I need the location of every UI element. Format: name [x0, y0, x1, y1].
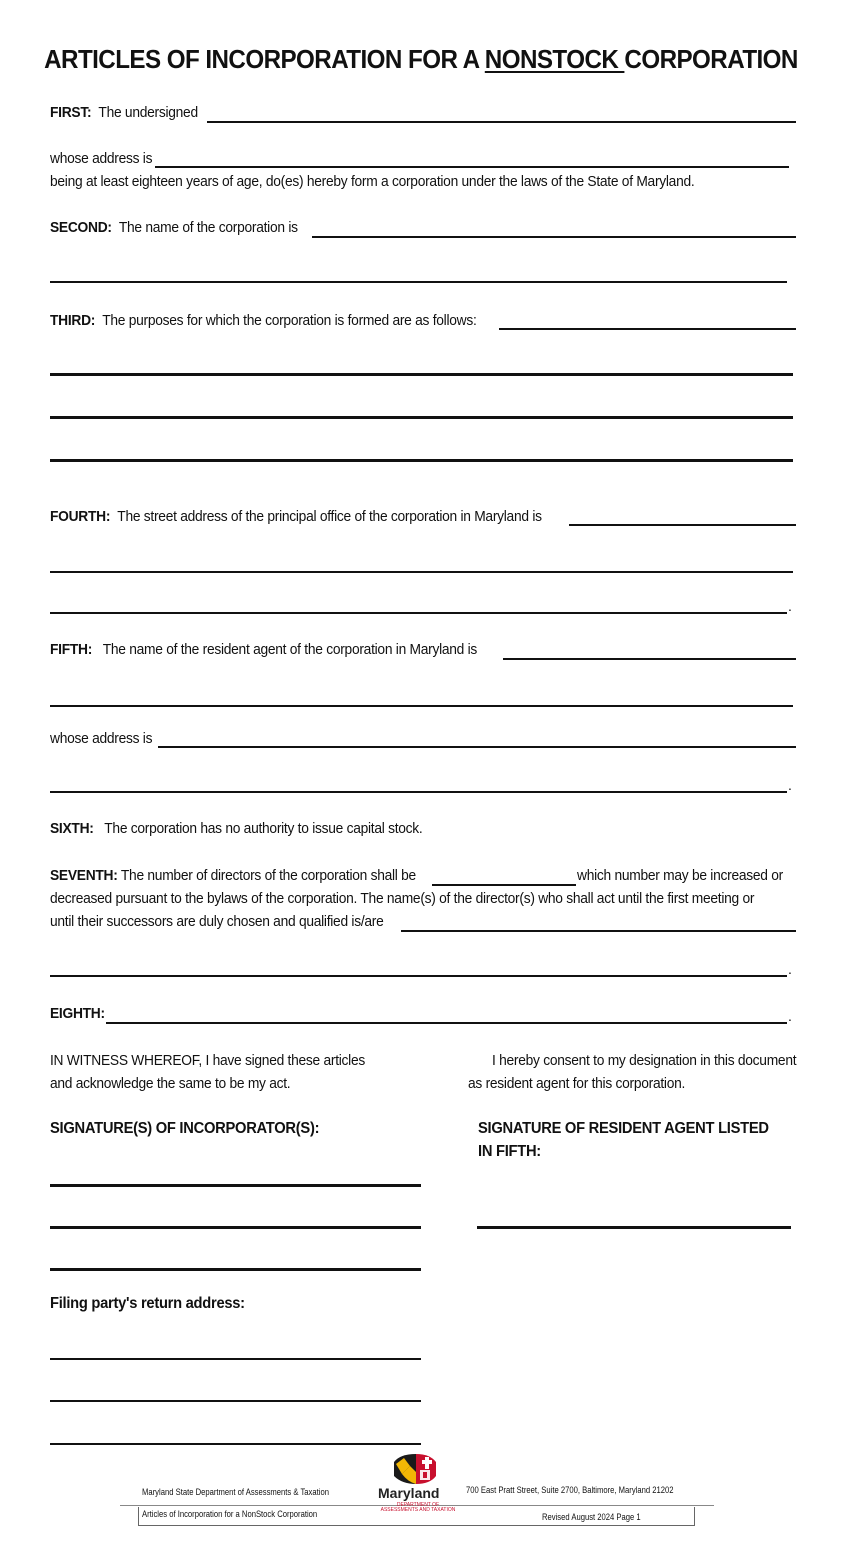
corporation-name-field-2[interactable] — [50, 281, 787, 283]
maryland-logo-text: Maryland — [378, 1485, 440, 1501]
agent-address-field[interactable] — [158, 746, 796, 748]
period: . — [788, 1008, 792, 1024]
directors-names-field[interactable] — [401, 930, 796, 932]
consent-line-2: as resident agent for this corporation. — [468, 1075, 686, 1092]
third-section: THIRD: The purposes for which the corporation is formed are as follows: — [50, 312, 477, 329]
resident-agent-field[interactable] — [503, 658, 796, 660]
sixth-section: SIXTH: The corporation has no authority to issue capital stock. — [50, 820, 423, 837]
eighth-label: EIGHTH: — [50, 1005, 105, 1022]
incorporator-signature-line-3[interactable] — [50, 1268, 421, 1271]
seventh-text-3: decreased pursuant to the bylaws of the corporation. The name(s) of the director(s) who shall act until the first meeting or — [50, 890, 755, 907]
first-address-label: whose address is — [50, 150, 153, 167]
period: . — [788, 961, 792, 977]
purposes-field[interactable] — [499, 328, 796, 330]
principal-office-field-3[interactable] — [50, 612, 787, 614]
incorporator-signature-line-2[interactable] — [50, 1226, 421, 1229]
corporation-name-field[interactable] — [312, 236, 796, 238]
period: . — [788, 777, 792, 793]
maryland-logo-subtext: DEPARTMENT OF ASSESSMENTS AND TAXATION — [380, 1502, 456, 1513]
period: . — [788, 598, 792, 614]
purposes-field-3[interactable] — [50, 416, 793, 419]
seventh-text-4: until their successors are duly chosen and qualified is/are — [50, 913, 384, 930]
maryland-flag-logo — [390, 1452, 442, 1486]
resident-agent-field-2[interactable] — [50, 705, 793, 707]
agent-address-field-2[interactable] — [50, 791, 787, 793]
eighth-field[interactable] — [106, 1022, 787, 1024]
consent-line-1: I hereby consent to my designation in this document — [492, 1052, 797, 1069]
return-address-line-1[interactable] — [50, 1358, 421, 1360]
agent-address-label: whose address is — [50, 730, 153, 747]
first-section: FIRST: The undersigned — [50, 104, 198, 121]
return-address-line-2[interactable] — [50, 1400, 421, 1402]
footer-department: Maryland State Department of Assessments & Taxation — [142, 1487, 329, 1497]
seventh-label-line: SEVENTH: The number of directors of the corporation shall be — [50, 867, 416, 884]
footer-revised: Revised August 2024 Page 1 — [542, 1512, 641, 1522]
directors-names-field-2[interactable] — [50, 975, 787, 977]
agent-signature-heading-1: SIGNATURE OF RESIDENT AGENT LISTED — [478, 1120, 769, 1137]
footer-address: 700 East Pratt Street, Suite 2700, Baltimore, Maryland 21202 — [466, 1485, 674, 1495]
agent-signature-line[interactable] — [477, 1226, 791, 1229]
page-title: ARTICLES OF INCORPORATION FOR A NONSTOCK CORPORATION — [44, 44, 798, 74]
footer-form-name: Articles of Incorporation for a NonStock Corporation — [142, 1509, 318, 1519]
purposes-field-2[interactable] — [50, 373, 793, 376]
incorporator-signature-line-1[interactable] — [50, 1184, 421, 1187]
filing-party-heading: Filing party's return address: — [50, 1295, 245, 1312]
first-address-field[interactable] — [155, 166, 789, 168]
fourth-section: FOURTH: The street address of the principal office of the corporation in Maryland is — [50, 508, 542, 525]
second-section: SECOND: The name of the corporation is — [50, 219, 298, 236]
undersigned-field[interactable] — [207, 121, 796, 123]
purposes-field-4[interactable] — [50, 459, 793, 462]
return-address-line-3[interactable] — [50, 1443, 421, 1445]
witness-line-2: and acknowledge the same to be my act. — [50, 1075, 291, 1092]
witness-line-1: IN WITNESS WHEREOF, I have signed these articles — [50, 1052, 365, 1069]
incorporators-signature-heading: SIGNATURE(S) OF INCORPORATOR(S): — [50, 1120, 320, 1137]
principal-office-field-2[interactable] — [50, 571, 793, 573]
fifth-section: FIFTH: The name of the resident agent of the corporation in Maryland is — [50, 641, 478, 658]
first-statement: being at least eighteen years of age, do(es) hereby form a corporation under the laws of the State of Maryland. — [50, 173, 695, 190]
agent-signature-heading-2: IN FIFTH: — [478, 1143, 541, 1160]
directors-count-field[interactable] — [432, 884, 576, 886]
principal-office-field[interactable] — [569, 524, 796, 526]
seventh-text-2: which number may be increased or — [577, 867, 783, 884]
